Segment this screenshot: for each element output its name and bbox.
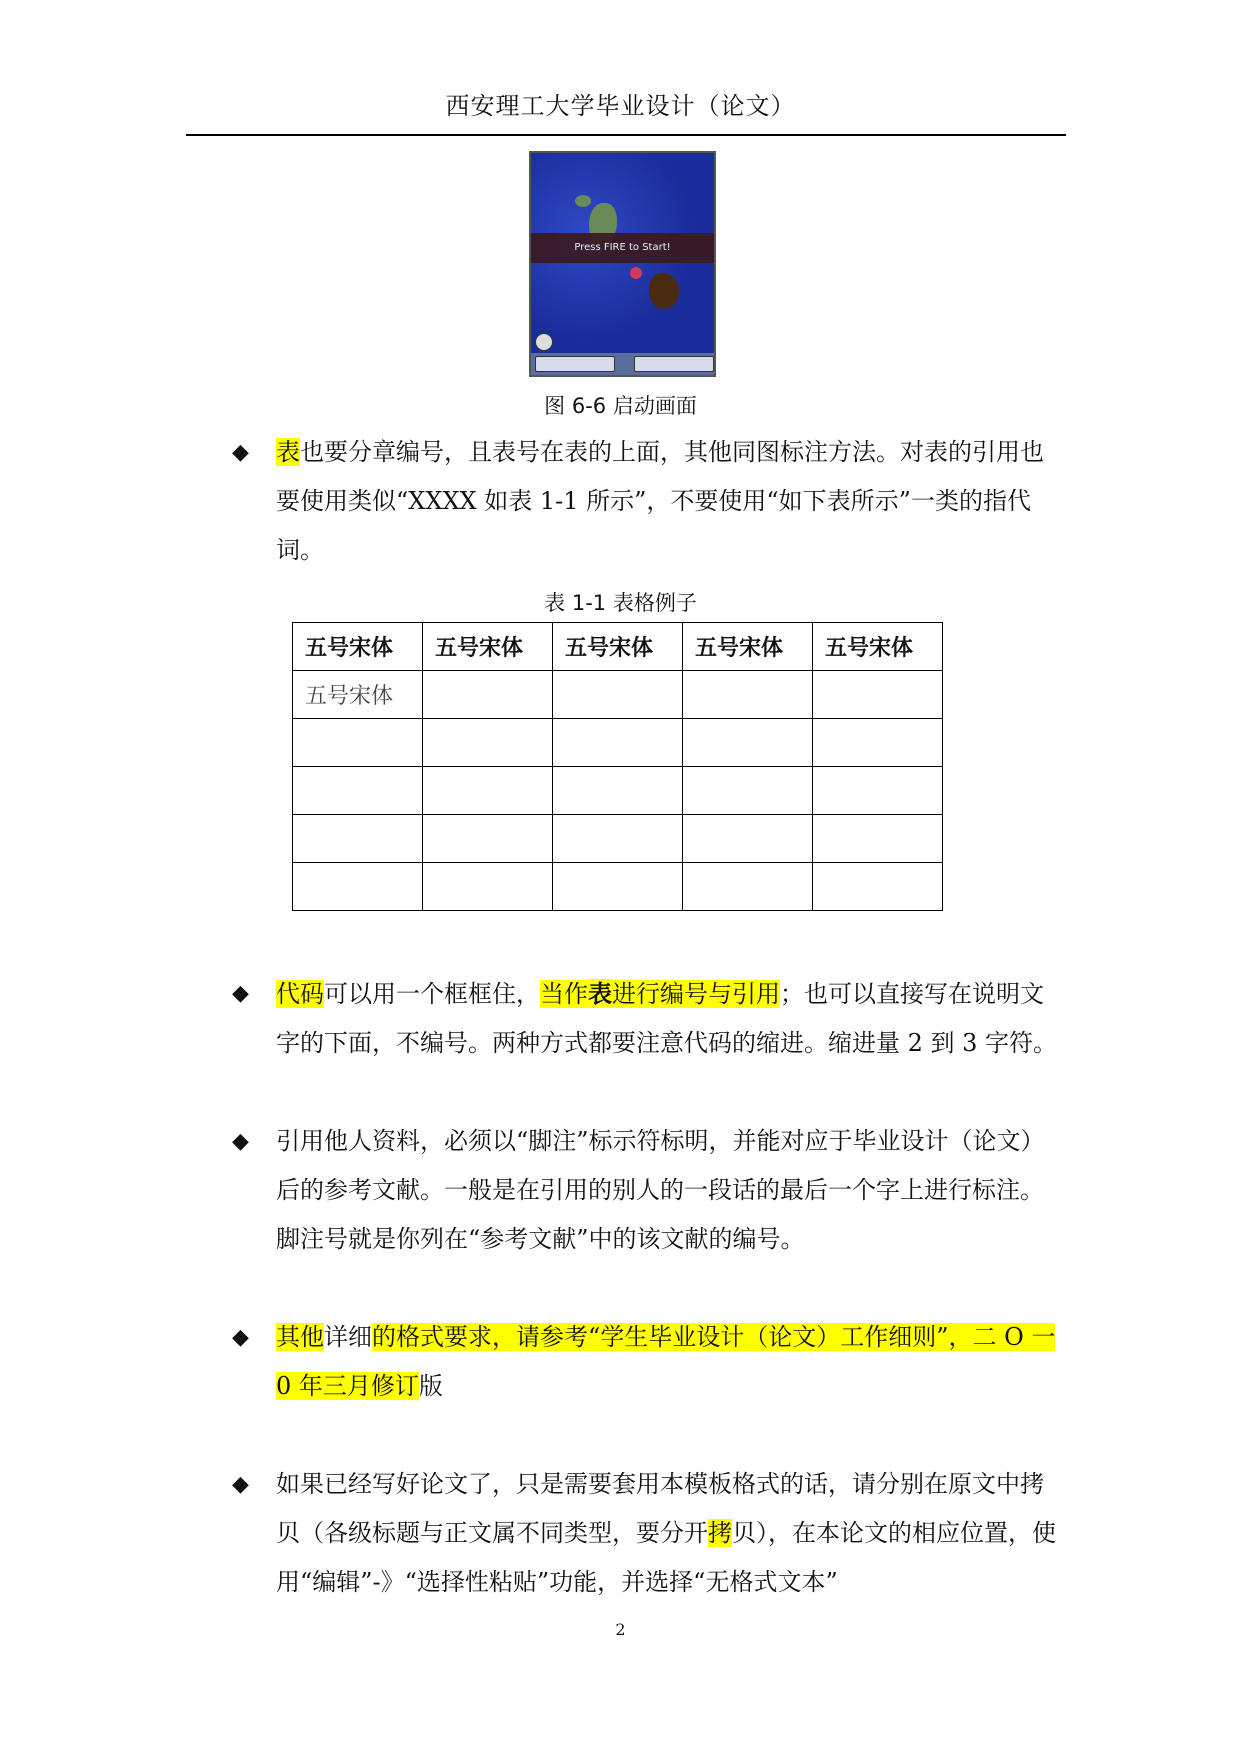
table-cell bbox=[813, 815, 943, 863]
table-header-cell: 五号宋体 bbox=[553, 623, 683, 671]
table-cell bbox=[683, 671, 813, 719]
lives-icon bbox=[535, 333, 553, 351]
highlighted-text: 当作 bbox=[540, 980, 588, 1008]
table-cell bbox=[683, 719, 813, 767]
table-cell bbox=[553, 815, 683, 863]
page-header-title: 西安理工大学毕业设计（论文） bbox=[445, 92, 796, 120]
table-cell bbox=[553, 719, 683, 767]
page-number: 2 bbox=[615, 1620, 626, 1639]
highlighted-text: 的格式要求，请参考“学生毕业设计（论文）工作细则”，二 O 一 0 年三月修订 bbox=[276, 1323, 1056, 1400]
bullet-paragraph-1 bbox=[276, 428, 1066, 575]
left-softkey bbox=[535, 356, 615, 372]
highlighted-text: 表 bbox=[276, 438, 300, 466]
table-cell bbox=[553, 767, 683, 815]
highlighted-text: 其他 bbox=[276, 1323, 324, 1351]
table-cell bbox=[423, 863, 553, 911]
paragraph-text: 如果已经写好论文了，只是需要套用本模板格式的话，请分别在原文中拷贝（各级标题与正文属不同类型，要分开 bbox=[276, 1470, 1044, 1547]
table-cell bbox=[813, 863, 943, 911]
table-cell bbox=[813, 767, 943, 815]
table-cell bbox=[683, 863, 813, 911]
example-table bbox=[292, 622, 943, 911]
figure-caption: 图 6-6 启动画面 bbox=[544, 394, 697, 418]
table-cell bbox=[293, 719, 423, 767]
bullet-paragraph-4 bbox=[276, 1313, 1066, 1411]
table-cell bbox=[813, 671, 943, 719]
table-row bbox=[293, 815, 943, 863]
paragraph-text: 详细 bbox=[324, 1323, 372, 1351]
table-header-cell: 五号宋体 bbox=[813, 623, 943, 671]
table-cell bbox=[683, 767, 813, 815]
island-small bbox=[575, 195, 591, 207]
bullet-marker: ◆ bbox=[232, 1129, 249, 1154]
table-cell bbox=[293, 815, 423, 863]
paragraph-text: 贝），在本论文的相应位置，使用“编辑”-》“选择性粘贴”功能，并选择“无格式文本” bbox=[276, 1519, 1056, 1596]
table-cell bbox=[423, 719, 553, 767]
table-cell bbox=[553, 863, 683, 911]
table-header-cell: 五号宋体 bbox=[423, 623, 553, 671]
table-row bbox=[293, 671, 943, 719]
paragraph-text: 也要分章编号，且表号在表的上面，其他同图标注方法。对表的引用也要使用类似“XXXX 如表 1-1 所示”，不要使用“如下表所示”一类的指代词。 bbox=[276, 438, 1044, 564]
table-cell: 五号宋体 bbox=[293, 671, 423, 719]
bullet-marker: ◆ bbox=[232, 440, 249, 465]
highlighted-text: 代码 bbox=[276, 980, 324, 1008]
header-rule bbox=[186, 134, 1066, 136]
table-caption: 表 1-1 表格例子 bbox=[544, 591, 697, 615]
highlighted-text: 拷 bbox=[708, 1519, 732, 1547]
bullet-paragraph-5 bbox=[276, 1460, 1066, 1607]
table-cell bbox=[553, 671, 683, 719]
bullet-paragraph-2 bbox=[276, 969, 1066, 1068]
player-ship-icon bbox=[630, 267, 642, 279]
table-cell bbox=[293, 767, 423, 815]
bullet-marker: ◆ bbox=[232, 1325, 249, 1350]
table-cell bbox=[423, 815, 553, 863]
start-banner: Press FIRE to Start! bbox=[531, 233, 714, 263]
table-cell bbox=[423, 671, 553, 719]
table-cell bbox=[293, 863, 423, 911]
table-cell bbox=[683, 815, 813, 863]
table-cell bbox=[423, 767, 553, 815]
table-row bbox=[293, 863, 943, 911]
rock-island bbox=[649, 273, 679, 309]
table-header-row bbox=[293, 623, 943, 671]
paragraph-text: ；也可以直接写在说明文字的下面，不编号。两种方式都要注意代码的缩进。缩进量 2 到 3 字符。 bbox=[276, 980, 1058, 1057]
table-row bbox=[293, 767, 943, 815]
table-header-cell: 五号宋体 bbox=[683, 623, 813, 671]
paragraph-text: 引用他人资料，必须以“脚注”标示符标明，并能对应于毕业设计（论文）后的参考文献。一般是在引用的别人的一段话的最后一个字上进行标注。脚注号就是你列在“参考文献”中的该文献的编号。 bbox=[276, 1127, 1045, 1253]
bullet-paragraph-3 bbox=[276, 1117, 1066, 1264]
highlighted-text: 进行编号与引用 bbox=[612, 980, 780, 1008]
paragraph-text: 版 bbox=[418, 1372, 443, 1400]
bullet-marker: ◆ bbox=[232, 1472, 249, 1497]
right-softkey bbox=[634, 356, 714, 372]
table-row bbox=[293, 719, 943, 767]
game-screenshot-figure bbox=[529, 151, 716, 377]
table-header-cell: 五号宋体 bbox=[293, 623, 423, 671]
bullet-marker: ◆ bbox=[232, 981, 249, 1006]
paragraph-text: 可以用一个框框住， bbox=[324, 980, 540, 1008]
highlighted-text: 表 bbox=[588, 979, 612, 1008]
table-cell bbox=[813, 719, 943, 767]
